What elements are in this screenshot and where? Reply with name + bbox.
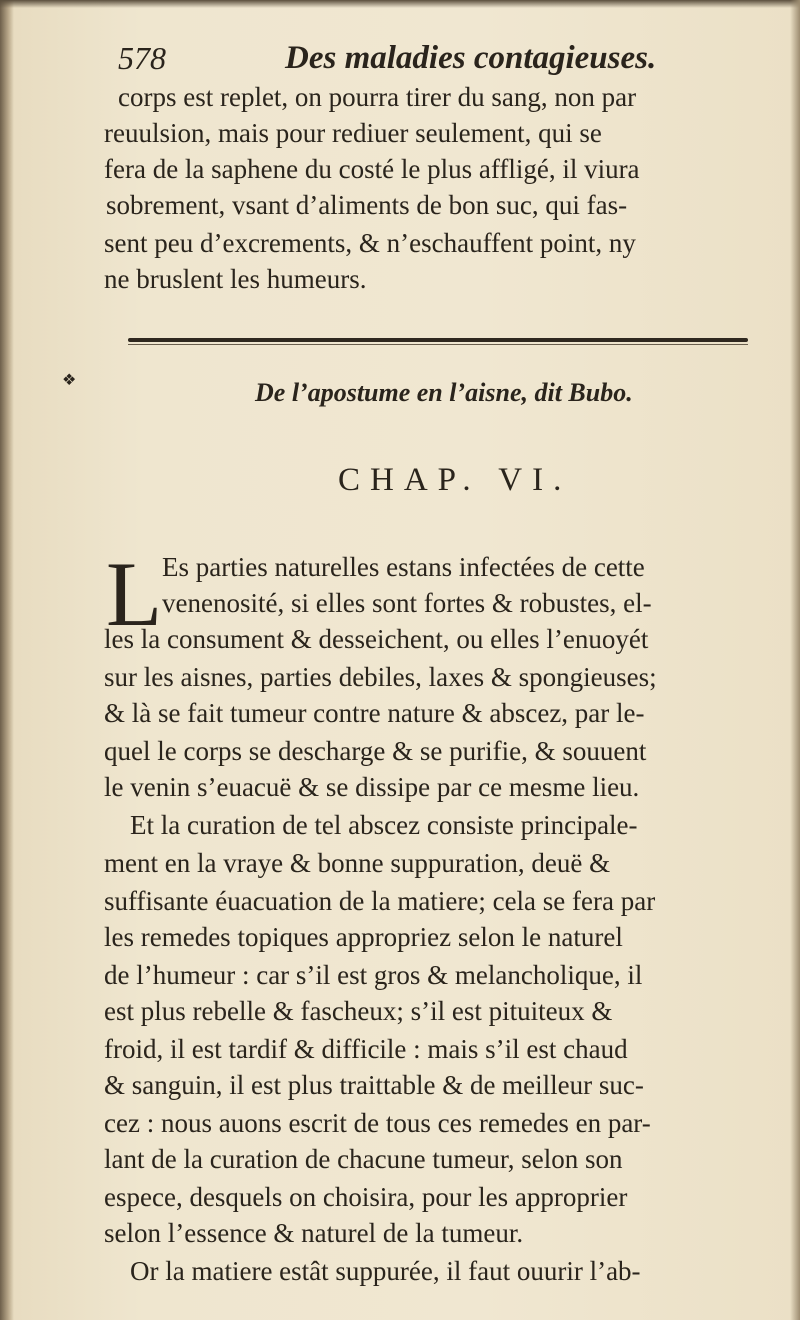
text-line: & là se fait tumeur contre nature & abscez, par le- [104, 698, 645, 728]
running-title: Des maladies contagieuses. [285, 40, 657, 76]
text-line: sobrement, vsant d’aliments de bon suc, qui fas- [106, 190, 628, 220]
text-line: de l’humeur : car s’il est gros & melancholique, il [104, 960, 643, 990]
text-line: ment en la vraye & bonne suppuration, deuë & [104, 848, 611, 878]
page-number: 578 [118, 40, 166, 76]
text-line: quel le corps se descharge & se purifie, & souuent [104, 736, 647, 766]
text-line: espece, desquels on choisira, pour les approprier [104, 1182, 628, 1212]
page-right-edge [790, 0, 800, 1320]
section-subtitle: De l’apostume en l’aisne, dit Bubo. [255, 378, 633, 407]
text-line: Es parties naturelles estans infectées de cette [162, 552, 645, 582]
text-line: Or la matiere estât suppurée, il faut ouurir l’ab- [130, 1256, 641, 1286]
text-line: est plus rebelle & fascheux; s’il est pituiteux & [104, 996, 613, 1026]
text-line: froid, il est tardif & difficile : mais s’il est chaud [104, 1034, 628, 1064]
text-line: Et la curation de tel abscez consiste principale- [130, 810, 638, 840]
text-line: ne bruslent les humeurs. [104, 264, 367, 294]
chapter-heading: CHAP. VI. [338, 462, 572, 498]
text-line: & sanguin, il est plus traittable & de meilleur suc- [104, 1070, 644, 1100]
text-line: venenosité, si elles sont fortes & robustes, el- [162, 588, 652, 618]
margin-mark-icon: ❖ [62, 372, 77, 389]
section-divider [128, 338, 748, 342]
text-line: selon l’essence & naturel de la tumeur. [104, 1218, 524, 1248]
text-line: le venin s’euacuë & se dissipe par ce mesme lieu. [104, 772, 640, 802]
text-line: suffisante éuacuation de la matiere; cela se fera par [104, 886, 656, 916]
text-line: sur les aisnes, parties debiles, laxes & spongieuses; [104, 662, 657, 692]
text-line: les la consument & desseichent, ou elles l’enuoyét [104, 624, 649, 654]
text-line: sent peu d’excrements, & n’eschauffent point, ny [104, 228, 636, 258]
text-line: les remedes topiques appropriez selon le naturel [104, 922, 623, 952]
section-divider-thin [128, 344, 748, 345]
text-line: lant de la curation de chacune tumeur, selon son [104, 1144, 623, 1174]
text-line: corps est replet, on pourra tirer du sang, non par [118, 82, 637, 112]
text-line: cez : nous auons escrit de tous ces remedes en par- [104, 1108, 651, 1138]
page-header [110, 40, 730, 84]
book-spine-shadow [0, 0, 14, 1320]
page-top-edge [0, 0, 800, 8]
text-line: reuulsion, mais pour rediuer seulement, qui se [104, 118, 602, 148]
text-line: fera de la saphene du costé le plus affligé, il viura [104, 154, 640, 184]
drop-cap: L [106, 543, 163, 645]
